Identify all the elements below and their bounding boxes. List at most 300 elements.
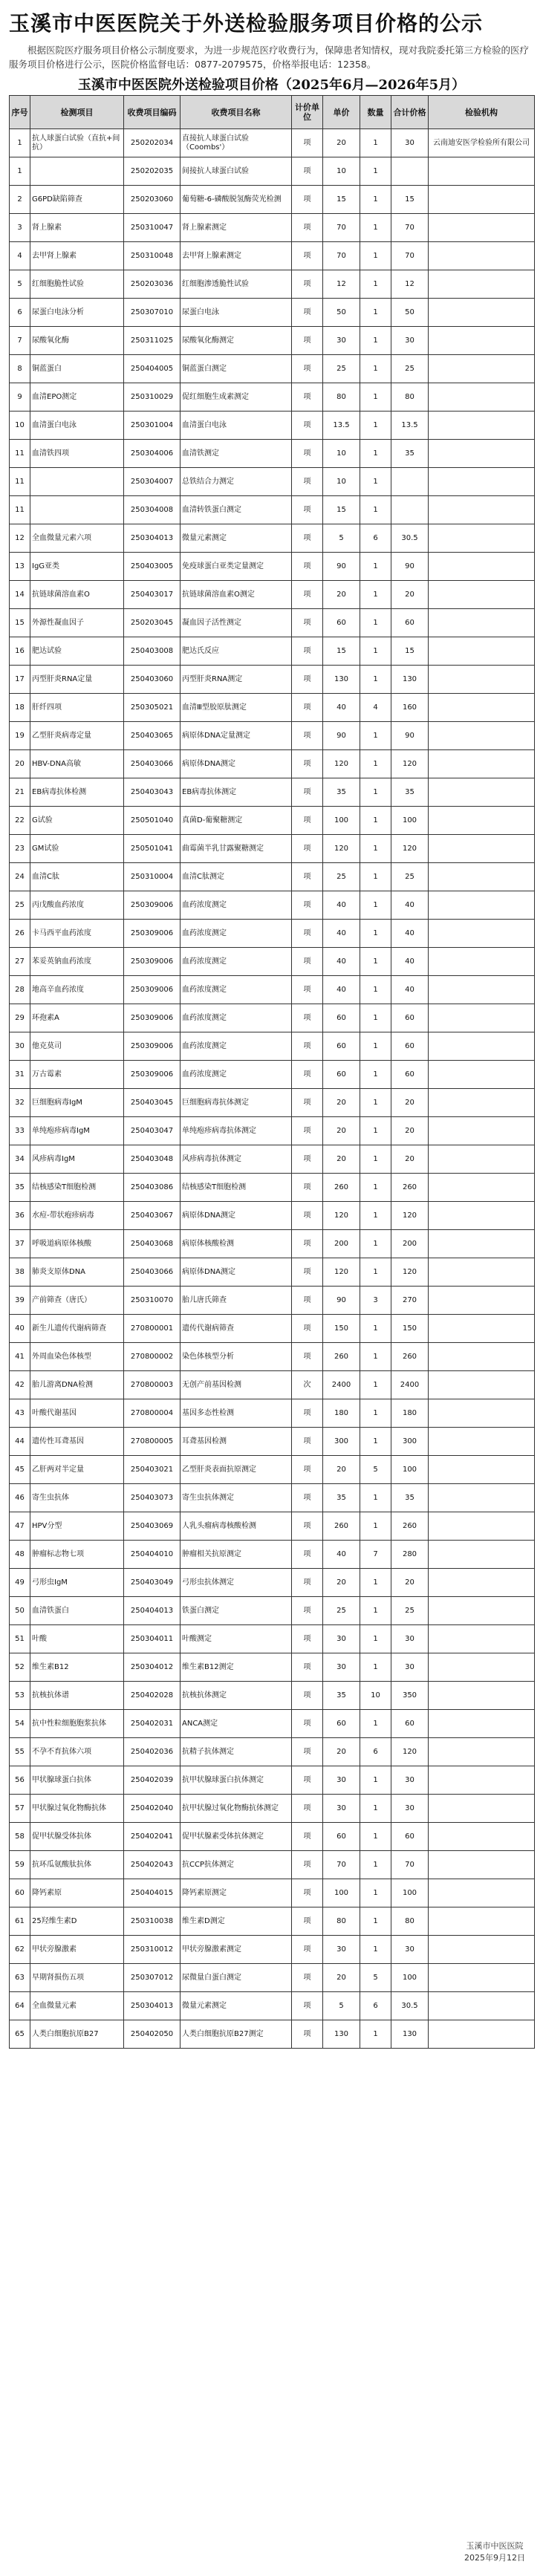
table-cell: 250309006: [124, 891, 181, 920]
table-cell: 项: [292, 666, 323, 694]
table-cell: [429, 412, 535, 440]
table-cell: 250203045: [124, 609, 181, 637]
table-cell: 1: [360, 1569, 391, 1597]
table-cell: 单纯疱疹病毒IgM: [30, 1117, 124, 1145]
table-cell: 项: [292, 299, 323, 327]
table-cell: 100: [323, 1879, 360, 1907]
table-cell: 1: [360, 129, 391, 157]
table-cell: 2400: [323, 1371, 360, 1399]
table-cell: 凝血因子活性测定: [181, 609, 292, 637]
table-cell: 250403045: [124, 1089, 181, 1117]
table-cell: 1: [360, 1032, 391, 1061]
table-cell: 抗核抗体谱: [30, 1682, 124, 1710]
table-cell: 项: [292, 1089, 323, 1117]
table-cell: 项: [292, 1202, 323, 1230]
table-cell: 20: [323, 1569, 360, 1597]
table-cell: 胎儿游离DNA检测: [30, 1371, 124, 1399]
table-row: [10, 1964, 535, 1992]
table-cell: 病原体DNA定量测定: [181, 722, 292, 750]
table-cell: 风疹病毒IgM: [30, 1145, 124, 1174]
table-cell: 1: [360, 1174, 391, 1202]
table-cell: 叶酸测定: [181, 1625, 292, 1653]
table-cell: 抗中性粒细胞胞浆抗体: [30, 1710, 124, 1738]
table-row: [10, 1174, 535, 1202]
table-cell: 尿蛋白电泳分析: [30, 299, 124, 327]
table-cell: [429, 1287, 535, 1315]
table-cell: 30: [323, 1936, 360, 1964]
table-cell: 叶酸: [30, 1625, 124, 1653]
table-cell: 项: [292, 1936, 323, 1964]
table-cell: 项: [292, 1823, 323, 1851]
table-cell: 血清Ⅲ型胶原肽测定: [181, 694, 292, 722]
table-row: [10, 1879, 535, 1907]
table-cell: 铁蛋白测定: [181, 1597, 292, 1625]
table-cell: 120: [391, 1738, 429, 1766]
table-cell: 1: [360, 637, 391, 666]
table-cell: 250501040: [124, 807, 181, 835]
table-cell: 250310004: [124, 863, 181, 891]
table-row: [10, 2020, 535, 2049]
col-header: 收费项目名称: [181, 96, 292, 129]
table-cell: 37: [10, 1230, 30, 1258]
table-cell: 10: [360, 1682, 391, 1710]
table-cell: 20: [391, 1117, 429, 1145]
table-cell: 项: [292, 694, 323, 722]
table-cell: [429, 1907, 535, 1936]
table-cell: 120: [323, 1258, 360, 1287]
table-cell: 24: [10, 863, 30, 891]
table-cell: 抗环瓜氨酸肽抗体: [30, 1851, 124, 1879]
table-cell: 血清铁蛋白: [30, 1597, 124, 1625]
table-cell: 12: [10, 524, 30, 553]
table-cell: 血药浓度测定: [181, 891, 292, 920]
table-cell: 人乳头瘤病毒核酸检测: [181, 1512, 292, 1541]
table-cell: [429, 1823, 535, 1851]
table-cell: 250304008: [124, 496, 181, 524]
table-cell: 尿酸氧化酶: [30, 327, 124, 355]
table-cell: 90: [323, 553, 360, 581]
table-row: [10, 1569, 535, 1597]
table-cell: 270800001: [124, 1315, 181, 1343]
table-cell: 250403069: [124, 1512, 181, 1541]
table-cell: [429, 1512, 535, 1541]
table-cell: 280: [391, 1541, 429, 1569]
table-row: [10, 1484, 535, 1512]
table-cell: 20: [323, 1117, 360, 1145]
table-cell: 项: [292, 1541, 323, 1569]
table-cell: 8: [10, 355, 30, 383]
table-cell: 寄生虫抗体测定: [181, 1484, 292, 1512]
table-cell: 外源性凝血因子: [30, 609, 124, 637]
table-cell: 葡萄糖-6-磷酸脱氢酶荧光检测: [181, 186, 292, 214]
table-cell: 15: [391, 637, 429, 666]
table-cell: 总铁结合力测定: [181, 468, 292, 496]
table-cell: [30, 496, 124, 524]
table-cell: 早期肾损伤五项: [30, 1964, 124, 1992]
table-row: [10, 186, 535, 214]
table-cell: 40: [323, 920, 360, 948]
table-cell: EB病毒抗体测定: [181, 778, 292, 807]
table-cell: 5: [10, 270, 30, 299]
table-cell: [429, 468, 535, 496]
table-cell: 32: [10, 1089, 30, 1117]
table-cell: 60: [391, 609, 429, 637]
table-row: [10, 637, 535, 666]
table-cell: 30.5: [391, 524, 429, 553]
table-cell: 1: [360, 1484, 391, 1512]
table-row: [10, 920, 535, 948]
table-cell: 1: [360, 1202, 391, 1230]
table-row: [10, 1992, 535, 2020]
table-cell: [429, 553, 535, 581]
table-cell: 尿微量白蛋白测定: [181, 1964, 292, 1992]
table-cell: 100: [391, 1456, 429, 1484]
table-cell: 人类白细胞抗原B27测定: [181, 2020, 292, 2049]
table-cell: 乙型肝炎病毒定量: [30, 722, 124, 750]
table-cell: 9: [10, 383, 30, 412]
table-cell: 全血微量元素六项: [30, 524, 124, 553]
table-cell: 10: [323, 468, 360, 496]
table-cell: 250304011: [124, 1625, 181, 1653]
table-cell: 35: [391, 440, 429, 468]
table-cell: 11: [10, 440, 30, 468]
table-cell: 30: [10, 1032, 30, 1061]
table-cell: 1: [10, 157, 30, 186]
table-cell: 1: [360, 440, 391, 468]
table-cell: 水痘-带状疱疹病毒: [30, 1202, 124, 1230]
table-cell: 项: [292, 1004, 323, 1032]
table-cell: 11: [10, 496, 30, 524]
table-cell: 甲状腺过氧化物酶抗体: [30, 1795, 124, 1823]
col-header: 序号: [10, 96, 30, 129]
table-cell: 250309006: [124, 976, 181, 1004]
table-row: [10, 835, 535, 863]
table-cell: 4: [10, 242, 30, 270]
table-cell: 30: [391, 1936, 429, 1964]
table-cell: 21: [10, 778, 30, 807]
table-cell: 20: [323, 1089, 360, 1117]
table-cell: 1: [360, 835, 391, 863]
table-row: [10, 1399, 535, 1428]
table-cell: 项: [292, 468, 323, 496]
table-cell: 7: [360, 1541, 391, 1569]
table-cell: 5: [323, 524, 360, 553]
table-cell: 120: [323, 835, 360, 863]
table-cell: [429, 383, 535, 412]
table-header: [10, 96, 535, 129]
table-cell: [429, 1879, 535, 1907]
table-cell: [429, 1456, 535, 1484]
table-cell: 抗CCP抗体测定: [181, 1851, 292, 1879]
table-cell: [429, 1174, 535, 1202]
table-cell: 4: [360, 694, 391, 722]
table-cell: 项: [292, 1399, 323, 1428]
table-cell: 270800005: [124, 1428, 181, 1456]
table-cell: 项: [292, 1145, 323, 1174]
table-cell: 1: [360, 750, 391, 778]
table-cell: 1: [360, 412, 391, 440]
table-cell: 28: [10, 976, 30, 1004]
table-row: [10, 1456, 535, 1484]
table-cell: 54: [10, 1710, 30, 1738]
table-cell: 250402043: [124, 1851, 181, 1879]
table-cell: 项: [292, 722, 323, 750]
table-cell: 1: [360, 1936, 391, 1964]
table-cell: 抗甲状腺球蛋白抗体测定: [181, 1766, 292, 1795]
table-cell: 1: [360, 1823, 391, 1851]
table-cell: 1: [360, 2020, 391, 2049]
table-cell: [429, 1653, 535, 1682]
table-cell: 30: [323, 1625, 360, 1653]
table-cell: 40: [391, 920, 429, 948]
table-cell: 1: [360, 327, 391, 355]
table-cell: 41: [10, 1343, 30, 1371]
page-headline: 玉溪市中医医院关于外送检验服务项目价格的公示: [9, 11, 484, 36]
table-cell: 270: [391, 1287, 429, 1315]
table-cell: 促甲状腺受体抗体: [30, 1823, 124, 1851]
table-cell: 250307012: [124, 1964, 181, 1992]
table-cell: 直接抗人球蛋白试验（Coombs'）: [181, 129, 292, 157]
table-cell: 250310047: [124, 214, 181, 242]
table-cell: 60: [323, 1032, 360, 1061]
table-cell: 项: [292, 1428, 323, 1456]
table-cell: [429, 778, 535, 807]
table-cell: 项: [292, 807, 323, 835]
table-cell: 20: [391, 1089, 429, 1117]
table-row: [10, 214, 535, 242]
table-cell: 甲状旁腺激素: [30, 1936, 124, 1964]
table-cell: HPV分型: [30, 1512, 124, 1541]
table-cell: 去甲肾上腺素: [30, 242, 124, 270]
table-cell: 120: [323, 750, 360, 778]
table-cell: 40: [323, 891, 360, 920]
table-cell: 降钙素原: [30, 1879, 124, 1907]
table-cell: 250202034: [124, 129, 181, 157]
table-cell: 40: [10, 1315, 30, 1343]
table-cell: 30: [323, 327, 360, 355]
table-cell: 项: [292, 496, 323, 524]
table-cell: 血清转铁蛋白测定: [181, 496, 292, 524]
table-cell: 染色体核型分析: [181, 1343, 292, 1371]
table-cell: 项: [292, 1766, 323, 1795]
table-cell: 项: [292, 1174, 323, 1202]
table-row: [10, 778, 535, 807]
table-cell: 1: [360, 1428, 391, 1456]
table-cell: 30: [391, 1653, 429, 1682]
table-cell: 1: [360, 1879, 391, 1907]
table-cell: 项: [292, 1795, 323, 1823]
table-cell: 无创产前基因检测: [181, 1371, 292, 1399]
table-cell: 250501041: [124, 835, 181, 863]
table-cell: 200: [323, 1230, 360, 1258]
table-cell: 1: [360, 609, 391, 637]
table-cell: 肾上腺素: [30, 214, 124, 242]
table-cell: [429, 1230, 535, 1258]
table-cell: 90: [323, 1287, 360, 1315]
table-cell: 1: [360, 1230, 391, 1258]
table-cell: 血药浓度测定: [181, 948, 292, 976]
table-cell: 1: [360, 807, 391, 835]
table-cell: 呼吸道病原体核酸: [30, 1230, 124, 1258]
table-cell: 20: [323, 1456, 360, 1484]
table-row: [10, 891, 535, 920]
table-cell: 1: [360, 1710, 391, 1738]
table-row: [10, 1907, 535, 1936]
table-cell: 40: [391, 976, 429, 1004]
table-cell: 20: [323, 129, 360, 157]
table-cell: [429, 496, 535, 524]
table-cell: 250310070: [124, 1287, 181, 1315]
table-cell: 1: [360, 920, 391, 948]
table-cell: 乙型肝炎表面抗原测定: [181, 1456, 292, 1484]
table-cell: 180: [323, 1399, 360, 1428]
table-cell: 单纯疱疹病毒抗体测定: [181, 1117, 292, 1145]
table-cell: 血药浓度测定: [181, 1004, 292, 1032]
table-cell: 1: [360, 1089, 391, 1117]
table-cell: 36: [10, 1202, 30, 1230]
table-cell: 11: [10, 468, 30, 496]
table-cell: 乙肝两对半定量: [30, 1456, 124, 1484]
col-header: 计价单位: [292, 96, 323, 129]
table-cell: 1: [360, 186, 391, 214]
table-cell: 100: [323, 807, 360, 835]
table-cell: 卡马西平血药浓度: [30, 920, 124, 948]
table-cell: 1: [360, 1399, 391, 1428]
table-cell: 33: [10, 1117, 30, 1145]
table-cell: 260: [323, 1343, 360, 1371]
table-cell: 46: [10, 1484, 30, 1512]
table-cell: 抗核抗体测定: [181, 1682, 292, 1710]
table-cell: 58: [10, 1823, 30, 1851]
table-cell: 项: [292, 214, 323, 242]
table-cell: 降钙素原测定: [181, 1879, 292, 1907]
table-cell: 1: [360, 355, 391, 383]
table-cell: 1: [360, 1795, 391, 1823]
table-cell: 肝纤四项: [30, 694, 124, 722]
table-cell: 40: [391, 948, 429, 976]
table-cell: 项: [292, 1117, 323, 1145]
table-cell: 血药浓度测定: [181, 976, 292, 1004]
table-cell: 项: [292, 1315, 323, 1343]
table-row: [10, 1428, 535, 1456]
table-cell: [391, 468, 429, 496]
table-cell: 肾上腺素测定: [181, 214, 292, 242]
table-cell: 红细胞脆性试验: [30, 270, 124, 299]
table-cell: HBV-DNA高敏: [30, 750, 124, 778]
table-cell: [429, 722, 535, 750]
table-cell: 甲状腺球蛋白抗体: [30, 1766, 124, 1795]
table-cell: 60: [391, 1061, 429, 1089]
table-cell: 抗链球菌溶血素O测定: [181, 581, 292, 609]
table-cell: 项: [292, 1512, 323, 1541]
table-cell: 项: [292, 750, 323, 778]
table-cell: 29: [10, 1004, 30, 1032]
table-cell: 250402039: [124, 1766, 181, 1795]
table-cell: 肥达氏反应: [181, 637, 292, 666]
table-cell: 1: [10, 129, 30, 157]
table-cell: 63: [10, 1964, 30, 1992]
table-cell: 250307010: [124, 299, 181, 327]
table-cell: 项: [292, 1230, 323, 1258]
table-cell: 项: [292, 327, 323, 355]
table-cell: 70: [323, 242, 360, 270]
table-cell: 项: [292, 891, 323, 920]
table-cell: 项: [292, 553, 323, 581]
table-cell: [429, 1145, 535, 1174]
table-cell: 1: [360, 581, 391, 609]
price-table: [9, 95, 535, 2049]
table-cell: 2: [10, 186, 30, 214]
table-cell: 1: [360, 299, 391, 327]
table-cell: 6: [10, 299, 30, 327]
table-cell: 250203060: [124, 186, 181, 214]
table-cell: 15: [323, 186, 360, 214]
table-cell: 250304006: [124, 440, 181, 468]
table-cell: 项: [292, 242, 323, 270]
table-body: [10, 129, 535, 2049]
table-row: [10, 1766, 535, 1795]
table-cell: 环孢素A: [30, 1004, 124, 1032]
table-cell: 250203036: [124, 270, 181, 299]
table-cell: 免疫球蛋白亚类定量测定: [181, 553, 292, 581]
table-cell: [429, 1258, 535, 1287]
table-cell: [429, 948, 535, 976]
table-cell: 项: [292, 920, 323, 948]
table-row: [10, 468, 535, 496]
table-cell: 250403086: [124, 1174, 181, 1202]
table-cell: 新生儿遗传代谢病筛查: [30, 1315, 124, 1343]
table-cell: [429, 440, 535, 468]
table-cell: 项: [292, 1569, 323, 1597]
table-cell: 遗传代谢病筛查: [181, 1315, 292, 1343]
table-cell: 抗精子抗体测定: [181, 1738, 292, 1766]
table-cell: GM试验: [30, 835, 124, 863]
table-cell: [429, 1004, 535, 1032]
table-cell: 120: [391, 1202, 429, 1230]
table-row: [10, 581, 535, 609]
table-row: [10, 129, 535, 157]
table-row: [10, 948, 535, 976]
table-cell: 27: [10, 948, 30, 976]
table-cell: 1: [360, 1625, 391, 1653]
table-cell: 项: [292, 270, 323, 299]
table-row: [10, 1851, 535, 1879]
table-cell: 260: [391, 1343, 429, 1371]
table-cell: 250309006: [124, 1061, 181, 1089]
table-cell: 130: [323, 666, 360, 694]
table-cell: 90: [323, 722, 360, 750]
table-row: [10, 1682, 535, 1710]
table-cell: 1: [360, 383, 391, 412]
table-cell: 64: [10, 1992, 30, 2020]
table-cell: 血清C肽: [30, 863, 124, 891]
table-cell: 60: [391, 1823, 429, 1851]
table-cell: [429, 2020, 535, 2049]
table-cell: 血清EPO测定: [30, 383, 124, 412]
table-cell: 270800003: [124, 1371, 181, 1399]
col-header: 收费项目编码: [124, 96, 181, 129]
table-cell: 血清蛋白电泳: [181, 412, 292, 440]
table-cell: 抗甲状腺过氧化物酶抗体测定: [181, 1795, 292, 1823]
table-title: 玉溪市中医医院外送检验项目价格（2025年6月—2026年5月）: [77, 77, 466, 93]
table-cell: 39: [10, 1287, 30, 1315]
table-cell: 250403049: [124, 1569, 181, 1597]
table-cell: 地高辛血药浓度: [30, 976, 124, 1004]
table-cell: ANCA测定: [181, 1710, 292, 1738]
table-cell: 250403005: [124, 553, 181, 581]
table-cell: 全血微量元素: [30, 1992, 124, 2020]
table-cell: [429, 242, 535, 270]
